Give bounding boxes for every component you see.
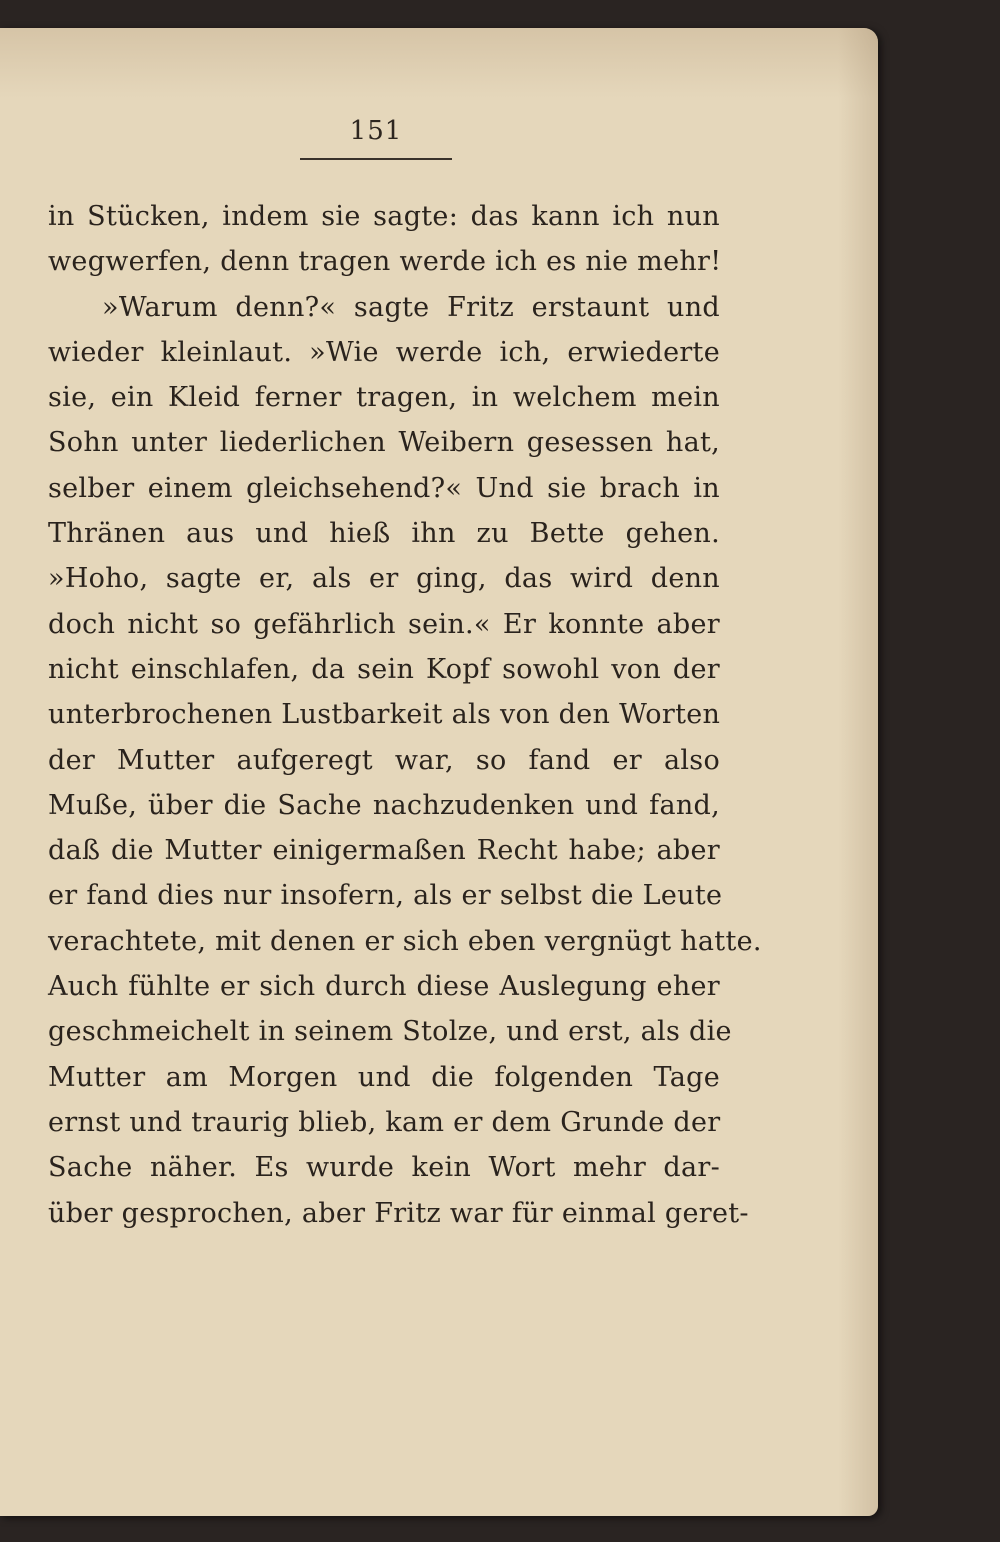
text-line: selber einem gleichsehend?« Und sie brach in [48,472,720,504]
text-line: sie, ein Kleid ferner tragen, in welchem mein [48,382,720,414]
text-line: »Warum denn?« sagte Fritz erstaunt und [102,291,720,323]
text-line: er fand dies nur insofern, als er selbst die Leute [48,880,723,912]
body-text [48,194,762,1236]
text-line: nicht einschlafen, da sein Kopf sowohl von der [48,653,720,685]
text-line: in Stücken, indem sie sagte: das kann ich nun [48,201,720,232]
text-line: ernst und traurig blieb, kam er dem Grunde der [48,1106,721,1138]
text-line: der Mutter aufgeregt war, so fand er also [48,744,720,776]
text-line: über gesprochen, aber Fritz war für einmal geret- [48,1197,749,1229]
text-line: »Hoho, sagte er, als er ging, das wird denn [48,563,720,595]
header-rule [300,158,452,160]
text-line: Auch fühlte er sich durch diese Auslegung eher [48,971,720,1003]
text-line: Thränen aus und hieß ihn zu Bette gehen. [48,518,720,550]
text-line: Sohn unter liederlichen Weibern gesessen hat, [48,427,720,459]
page-shading [0,28,878,98]
text-line: Sache näher. Es wurde kein Wort mehr dar- [48,1152,720,1184]
text-line: geschmeichelt in seinem Stolze, und erst, als die [48,1016,732,1048]
text-line: wieder kleinlaut. »Wie werde ich, erwiederte [48,336,720,368]
page-number: 151 [349,116,403,146]
text-line: Mutter am Morgen und die folgenden Tage [48,1061,720,1093]
text-line: unterbrochenen Lustbarkeit als von den Worten [48,699,721,731]
text-line: doch nicht so gefährlich sein.« Er konnte aber [48,608,720,640]
text-line: Muße, über die Sache nachzudenken und fand, [48,789,720,821]
book-page [0,28,878,1516]
text-line: verachtete, mit denen er sich eben vergnügt hatte. [48,925,762,957]
text-line: daß die Mutter einigermaßen Recht habe; aber [48,835,720,867]
text-line: wegwerfen, denn tragen werde ich es nie mehr! [48,246,722,278]
page-edge-shading [838,28,878,1516]
